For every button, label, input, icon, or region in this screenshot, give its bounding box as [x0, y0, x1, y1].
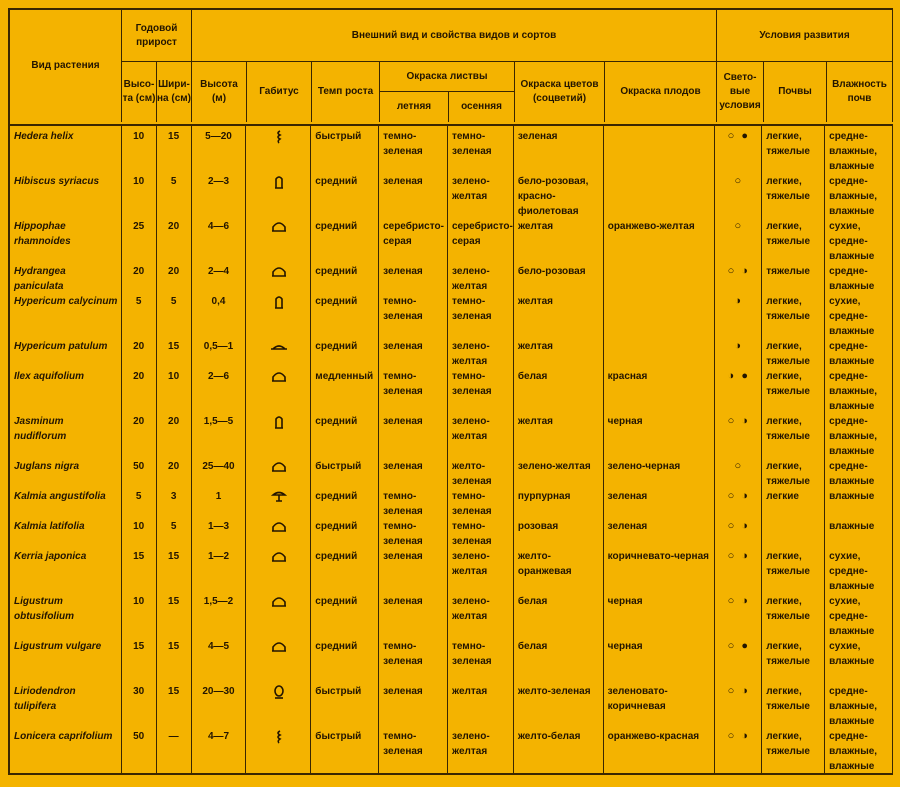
fruit-color-cell: черная — [604, 636, 716, 681]
habit-dome-icon — [271, 550, 287, 591]
habit-dome-icon — [271, 370, 287, 411]
growth-width-cell: 5 — [157, 516, 192, 546]
light-conditions-cell: ◑ — [715, 291, 762, 336]
growth-rate-cell: быстрый — [311, 456, 379, 486]
fruit-color-cell: зелено-черная — [604, 456, 716, 486]
habit-cell — [246, 216, 311, 261]
fruit-color-cell: зеленая — [604, 516, 716, 546]
height-cell: 4—7 — [192, 726, 247, 773]
habit-cell — [246, 681, 311, 726]
soil-cell: легкие, тяжелые — [762, 366, 825, 411]
header-growth-rate: Темп роста — [312, 62, 380, 122]
height-cell: 0,5—1 — [192, 336, 247, 366]
growth-rate-cell: средний — [311, 636, 379, 681]
growth-width-cell: — — [157, 726, 192, 773]
flower-color-cell: зеленая — [514, 126, 604, 171]
fruit-color-cell — [604, 336, 716, 366]
height-cell: 2—6 — [192, 366, 247, 411]
header-soil: Почвы — [764, 62, 827, 122]
plant-table — [8, 8, 893, 775]
soil-cell — [762, 516, 825, 546]
table-row — [10, 516, 893, 546]
habit-cell — [246, 171, 311, 216]
header-fruit-color: Окраска плодов — [605, 62, 717, 122]
leaf-summer-cell: зеленая — [379, 681, 448, 726]
fruit-color-cell: красная — [604, 366, 716, 411]
moisture-cell: влажные — [825, 516, 893, 546]
table-row — [10, 216, 893, 261]
flower-color-cell: розовая — [514, 516, 604, 546]
light-conditions-cell: ○ ◑ — [715, 591, 762, 636]
soil-cell: легкие, тяжелые — [762, 171, 825, 216]
light-conditions-cell: ○ ◑ — [715, 681, 762, 726]
leaf-summer-cell: темно-зеленая — [379, 636, 448, 681]
habit-columnar-icon — [274, 175, 284, 216]
light-conditions-cell: ○ ◑ — [715, 546, 762, 591]
growth-height-cell: 5 — [122, 486, 157, 516]
growth-height-cell: 15 — [122, 636, 157, 681]
soil-cell: легкие, тяжелые — [762, 681, 825, 726]
species-name-cell: Kerria japonica — [10, 546, 122, 591]
growth-width-cell: 20 — [157, 411, 192, 456]
table-row — [10, 726, 893, 773]
flower-color-cell: желтая — [514, 411, 604, 456]
habit-dome-icon — [271, 220, 287, 261]
light-conditions-cell: ○ — [715, 216, 762, 261]
flower-color-cell: желтая — [514, 291, 604, 336]
growth-height-cell: 30 — [122, 681, 157, 726]
growth-rate-cell: средний — [311, 171, 379, 216]
moisture-cell: средне-влажные — [825, 456, 893, 486]
species-name-cell: Juglans nigra — [10, 456, 122, 486]
habit-dome-icon — [271, 460, 287, 486]
leaf-autumn-cell: серебристо-серая — [448, 216, 514, 261]
light-conditions-cell: ○ ◑ — [715, 411, 762, 456]
moisture-cell: средне-влажные, влажные — [825, 126, 893, 171]
light-conditions-cell: ○ ● — [715, 636, 762, 681]
growth-width-cell: 15 — [157, 636, 192, 681]
height-cell: 4—6 — [192, 216, 247, 261]
growth-rate-cell: средний — [311, 291, 379, 336]
moisture-cell: средне-влажные, влажные — [825, 171, 893, 216]
leaf-autumn-cell: зелено-желтая — [448, 726, 514, 773]
species-name-cell: Kalmia angustifolia — [10, 486, 122, 516]
light-conditions-cell: ○ — [715, 456, 762, 486]
growth-height-cell: 20 — [122, 336, 157, 366]
soil-cell: легкие, тяжелые — [762, 126, 825, 171]
habit-oval-icon — [273, 685, 285, 726]
habit-cell — [246, 591, 311, 636]
moisture-cell: сухие, средне-влажные — [825, 291, 893, 336]
habit-cell — [246, 336, 311, 366]
fruit-color-cell: черная — [604, 591, 716, 636]
growth-height-cell: 10 — [122, 516, 157, 546]
habit-mushroom-icon — [271, 490, 287, 516]
leaf-summer-cell: зеленая — [379, 411, 448, 456]
soil-cell: легкие, тяжелые — [762, 336, 825, 366]
flower-color-cell: белая — [514, 366, 604, 411]
light-conditions-cell: ○ — [715, 171, 762, 216]
flower-color-cell: бело-розовая — [514, 261, 604, 291]
table-row — [10, 261, 893, 291]
table-row — [10, 636, 893, 681]
flower-color-cell: пурпурная — [514, 486, 604, 516]
species-name-cell: Ligustrum obtusifolium — [10, 591, 122, 636]
leaf-autumn-cell: темно-зеленая — [448, 366, 514, 411]
leaf-autumn-cell: зелено-желтая — [448, 336, 514, 366]
table-row — [10, 171, 893, 216]
leaf-autumn-cell: зелено-желтая — [448, 171, 514, 216]
soil-cell: легкие, тяжелые — [762, 456, 825, 486]
flower-color-cell: желтая — [514, 336, 604, 366]
table-row — [10, 546, 893, 591]
height-cell: 1,5—5 — [192, 411, 247, 456]
leaf-summer-cell: зеленая — [379, 171, 448, 216]
growth-width-cell: 15 — [157, 681, 192, 726]
fruit-color-cell: черная — [604, 411, 716, 456]
table-row — [10, 291, 893, 336]
leaf-summer-cell: зеленая — [379, 456, 448, 486]
height-cell: 4—5 — [192, 636, 247, 681]
growth-width-cell: 15 — [157, 126, 192, 171]
leaf-summer-cell: зеленая — [379, 591, 448, 636]
leaf-autumn-cell: желто-зеленая — [448, 456, 514, 486]
habit-low-icon — [270, 340, 288, 366]
growth-width-cell: 20 — [157, 456, 192, 486]
table-row — [10, 411, 893, 456]
species-name-cell: Lonicera caprifolium — [10, 726, 122, 773]
growth-width-cell: 10 — [157, 366, 192, 411]
leaf-autumn-cell: зелено-желтая — [448, 411, 514, 456]
light-conditions-cell: ○ ◑ — [715, 516, 762, 546]
soil-cell: легкие, тяжелые — [762, 411, 825, 456]
habit-cell — [246, 456, 311, 486]
height-cell: 0,4 — [192, 291, 247, 336]
soil-cell: легкие, тяжелые — [762, 726, 825, 773]
species-name-cell: Hypericum calycinum — [10, 291, 122, 336]
soil-cell: легкие — [762, 486, 825, 516]
growth-rate-cell: средний — [311, 336, 379, 366]
growth-height-cell: 50 — [122, 456, 157, 486]
species-name-cell: Ilex aquifolium — [10, 366, 122, 411]
growth-height-cell: 20 — [122, 411, 157, 456]
light-conditions-cell: ○ ◑ — [715, 261, 762, 291]
flower-color-cell: зелено-желтая — [514, 456, 604, 486]
header-leaf-autumn: осенняя — [449, 92, 515, 122]
light-conditions-cell: ○ ◑ — [715, 486, 762, 516]
species-name-cell: Hippophae rhamnoides — [10, 216, 122, 261]
habit-cell — [246, 261, 311, 291]
flower-color-cell: бело-розовая, красно-фиолетовая — [514, 171, 604, 216]
table-row — [10, 456, 893, 486]
habit-cell — [246, 516, 311, 546]
header-height: Высота (м) — [192, 62, 247, 122]
habit-dome-icon — [271, 265, 287, 291]
height-cell: 1—2 — [192, 546, 247, 591]
leaf-summer-cell: темно-зеленая — [379, 366, 448, 411]
growth-rate-cell: быстрый — [311, 726, 379, 773]
habit-columnar-icon — [274, 415, 284, 456]
header-moisture: Влажность почв — [827, 62, 893, 122]
habit-dome-icon — [271, 595, 287, 636]
fruit-color-cell — [604, 261, 716, 291]
species-name-cell: Hibiscus syriacus — [10, 171, 122, 216]
fruit-color-cell — [604, 126, 716, 171]
header-appearance: Внешний вид и свойства видов и сортов — [192, 10, 717, 62]
height-cell: 2—3 — [192, 171, 247, 216]
growth-rate-cell: средний — [311, 591, 379, 636]
growth-height-cell: 20 — [122, 261, 157, 291]
table-row — [10, 366, 893, 411]
growth-rate-cell: средний — [311, 216, 379, 261]
header-habit: Габитус — [247, 62, 312, 122]
growth-rate-cell: медленный — [311, 366, 379, 411]
fruit-color-cell — [604, 291, 716, 336]
moisture-cell: влажные — [825, 486, 893, 516]
table-row — [10, 591, 893, 636]
leaf-autumn-cell: темно-зеленая — [448, 486, 514, 516]
growth-height-cell: 20 — [122, 366, 157, 411]
growth-height-cell: 10 — [122, 591, 157, 636]
height-cell: 1,5—2 — [192, 591, 247, 636]
header-conditions: Условия развития — [717, 10, 893, 62]
species-name-cell: Hydrangea paniculata — [10, 261, 122, 291]
growth-rate-cell: средний — [311, 261, 379, 291]
habit-cell — [246, 411, 311, 456]
height-cell: 1—3 — [192, 516, 247, 546]
habit-dome-icon — [271, 520, 287, 546]
height-cell: 5—20 — [192, 126, 247, 171]
species-name-cell: Ligustrum vulgare — [10, 636, 122, 681]
leaf-autumn-cell: зелено-желтая — [448, 591, 514, 636]
fruit-color-cell — [604, 171, 716, 216]
moisture-cell: сухие, средне-влажные — [825, 591, 893, 636]
height-cell: 1 — [192, 486, 247, 516]
habit-climber-icon — [274, 730, 284, 773]
soil-cell: легкие, тяжелые — [762, 636, 825, 681]
soil-cell: легкие, тяжелые — [762, 546, 825, 591]
flower-color-cell: желто-белая — [514, 726, 604, 773]
habit-cell — [246, 291, 311, 336]
habit-climber-icon — [274, 130, 284, 171]
leaf-summer-cell: зеленая — [379, 336, 448, 366]
header-leaf-color: Окраска листвы — [380, 62, 515, 92]
flower-color-cell: желто-оранжевая — [514, 546, 604, 591]
moisture-cell: сухие, средне-влажные — [825, 216, 893, 261]
light-conditions-cell: ◑ ● — [715, 366, 762, 411]
growth-rate-cell: быстрый — [311, 681, 379, 726]
leaf-summer-cell: зеленая — [379, 261, 448, 291]
flower-color-cell: желтая — [514, 216, 604, 261]
fruit-color-cell: оранжево-красная — [604, 726, 716, 773]
habit-cell — [246, 636, 311, 681]
leaf-autumn-cell: зелено-желтая — [448, 261, 514, 291]
moisture-cell: средне-влажные, влажные — [825, 726, 893, 773]
growth-width-cell: 15 — [157, 336, 192, 366]
leaf-autumn-cell: желтая — [448, 681, 514, 726]
soil-cell: легкие, тяжелые — [762, 291, 825, 336]
species-name-cell: Kalmia latifolia — [10, 516, 122, 546]
moisture-cell: средне-влажные, влажные — [825, 366, 893, 411]
growth-width-cell: 15 — [157, 546, 192, 591]
flower-color-cell: белая — [514, 636, 604, 681]
habit-cell — [246, 126, 311, 171]
species-name-cell: Jasminum nudiflorum — [10, 411, 122, 456]
soil-cell: легкие, тяжелые — [762, 216, 825, 261]
fruit-color-cell: оранжево-желтая — [604, 216, 716, 261]
flower-color-cell: желто-зеленая — [514, 681, 604, 726]
growth-height-cell: 5 — [122, 291, 157, 336]
growth-rate-cell: быстрый — [311, 126, 379, 171]
habit-columnar-icon — [274, 295, 284, 336]
moisture-cell: средне-влажные — [825, 336, 893, 366]
leaf-summer-cell: темно-зеленая — [379, 516, 448, 546]
species-name-cell: Liriodendron tulipifera — [10, 681, 122, 726]
header-species: Вид растения — [10, 10, 122, 122]
fruit-color-cell: зеленая — [604, 486, 716, 516]
growth-height-cell: 10 — [122, 126, 157, 171]
leaf-summer-cell: зеленая — [379, 546, 448, 591]
table-row — [10, 126, 893, 171]
growth-height-cell: 10 — [122, 171, 157, 216]
growth-rate-cell: средний — [311, 486, 379, 516]
table-header — [10, 10, 893, 126]
leaf-autumn-cell: темно-зеленая — [448, 636, 514, 681]
leaf-autumn-cell: темно-зеленая — [448, 291, 514, 336]
leaf-summer-cell: темно-зеленая — [379, 291, 448, 336]
header-flower-color: Окраска цветов (соцветий) — [515, 62, 605, 122]
moisture-cell: средне-влажные — [825, 261, 893, 291]
moisture-cell: сухие, средне-влажные — [825, 546, 893, 591]
leaf-summer-cell: темно-зеленая — [379, 126, 448, 171]
habit-cell — [246, 546, 311, 591]
table-row — [10, 681, 893, 726]
header-growth-width: Шири-на (см) — [157, 62, 192, 122]
habit-dome-icon — [271, 640, 287, 681]
habit-cell — [246, 486, 311, 516]
height-cell: 25—40 — [192, 456, 247, 486]
moisture-cell: сухие, влажные — [825, 636, 893, 681]
height-cell: 20—30 — [192, 681, 247, 726]
growth-rate-cell: средний — [311, 516, 379, 546]
header-growth: Годовой прирост — [122, 10, 192, 62]
leaf-autumn-cell: темно-зеленая — [448, 126, 514, 171]
growth-rate-cell: средний — [311, 546, 379, 591]
habit-cell — [246, 366, 311, 411]
leaf-autumn-cell: темно-зеленая — [448, 516, 514, 546]
header-leaf-summer: летняя — [380, 92, 449, 122]
light-conditions-cell: ○ ◑ — [715, 726, 762, 773]
habit-cell — [246, 726, 311, 773]
table-row — [10, 486, 893, 516]
growth-height-cell: 50 — [122, 726, 157, 773]
growth-height-cell: 25 — [122, 216, 157, 261]
header-growth-height: Высо-та (см) — [122, 62, 157, 122]
soil-cell: тяжелые — [762, 261, 825, 291]
fruit-color-cell: коричневато-черная — [604, 546, 716, 591]
light-conditions-cell: ◑ — [715, 336, 762, 366]
growth-rate-cell: средний — [311, 411, 379, 456]
leaf-autumn-cell: зелено-желтая — [448, 546, 514, 591]
leaf-summer-cell: темно-зеленая — [379, 726, 448, 773]
species-name-cell: Hypericum patulum — [10, 336, 122, 366]
growth-width-cell: 5 — [157, 291, 192, 336]
table-body — [10, 126, 893, 773]
moisture-cell: средне-влажные, влажные — [825, 681, 893, 726]
species-name-cell: Hedera helix — [10, 126, 122, 171]
flower-color-cell: белая — [514, 591, 604, 636]
fruit-color-cell: зеленовато-коричневая — [604, 681, 716, 726]
light-conditions-cell: ○ ● — [715, 126, 762, 171]
table-row — [10, 336, 893, 366]
height-cell: 2—4 — [192, 261, 247, 291]
growth-width-cell: 20 — [157, 216, 192, 261]
soil-cell: легкие, тяжелые — [762, 591, 825, 636]
leaf-summer-cell: темно-зеленая — [379, 486, 448, 516]
growth-width-cell: 3 — [157, 486, 192, 516]
growth-height-cell: 15 — [122, 546, 157, 591]
growth-width-cell: 20 — [157, 261, 192, 291]
moisture-cell: средне-влажные, влажные — [825, 411, 893, 456]
leaf-summer-cell: серебристо-серая — [379, 216, 448, 261]
header-light: Свето-вые условия — [717, 62, 764, 122]
growth-width-cell: 15 — [157, 591, 192, 636]
growth-width-cell: 5 — [157, 171, 192, 216]
